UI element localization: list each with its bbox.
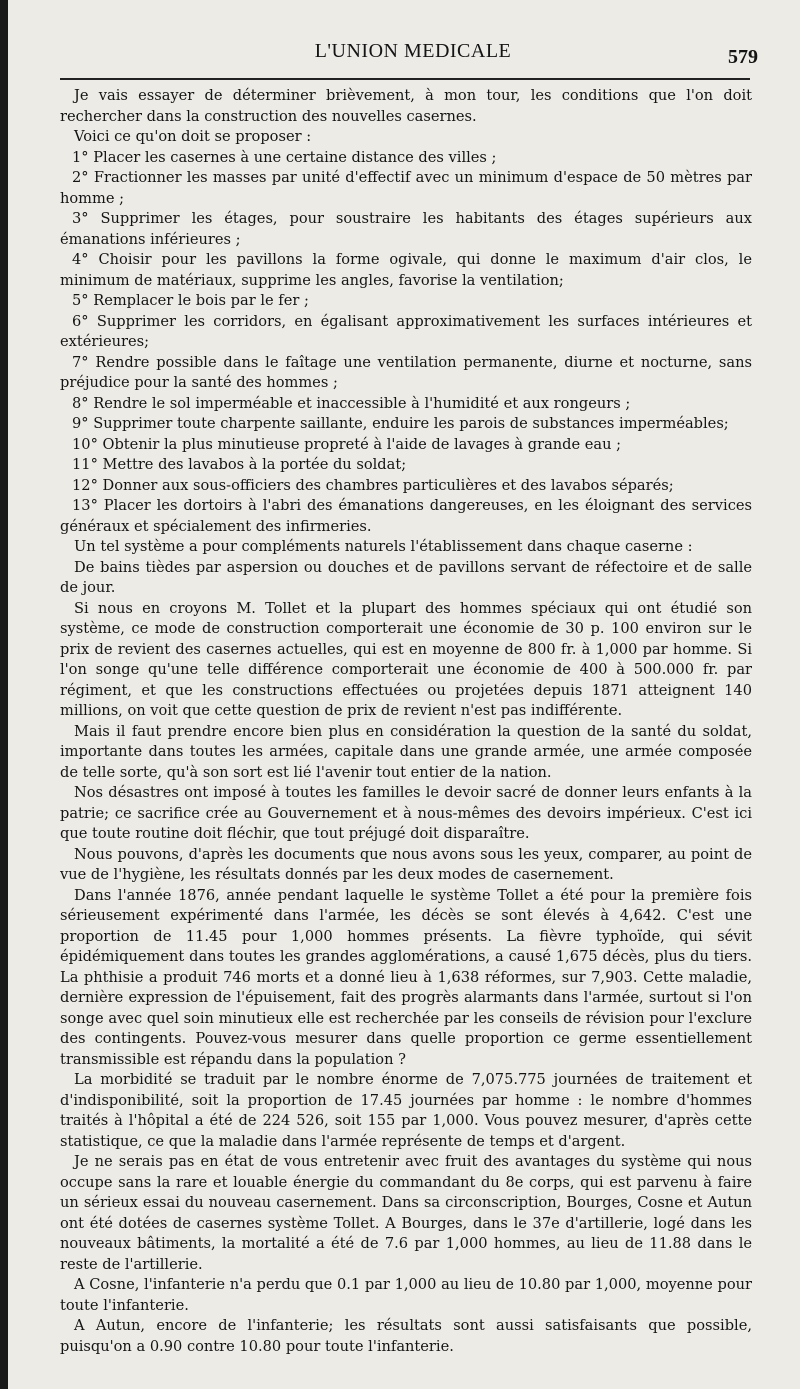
list-item: 8° Rendre le sol imperméable et inaccessible à l'humidité et aux rongeurs ; [72,394,631,412]
list-item: 11° Mettre des lavabos à la portée du soldat; [72,456,407,473]
list-item: 12° Donner aux sous-officiers des chambres particulières et des lavabos séparés; [72,476,674,494]
paragraph: De bains tièdes par aspersion ou douches et de pavillons servant de réfectoire et de salle de jour. [60,558,752,596]
header-rule [60,78,750,80]
paragraph: Nous pouvons, d'après les documents que nous avons sous les yeux, comparer, au point de vue de l'hygiène, les résultats donnés par les deux modes de casernement. [60,845,752,883]
paragraph: A Autun, encore de l'infanterie; les résultats sont aussi satisfaisants que possible, puisqu'on a 0.90 contre 10.80 pour toute l'infanterie. [60,1317,752,1355]
paragraph: Mais il faut prendre encore bien plus en considération la question de la santé du soldat, importante dans toutes les armées, capitale dans une grande armée, une armée composée de telle sorte, qu'à son sort est lié l'avenir tout entier de la nation. [60,722,752,781]
list-item: 4° Choisir pour les pavillons la forme ogivale, qui donne le maximum d'air clos, le minimum de matériaux, supprime les angles, favorise la ventilation; [60,251,752,289]
page-header [68,38,758,74]
paragraph: Si nous en croyons M. Tollet et la plupart des hommes spéciaux qui ont étudié son système, ce mode de construction comporterait une économie de 30 p. 100 environ sur le prix de revient des casernes actuelles, qui est en moyenne de 800 fr. à 1,000 par homme. Si l'on songe qu'une telle différence comporterait une économie de 400 à 500.000 fr. par régiment, et que les constructions effectuées ou projetées depuis 1871 atteignent 140 millions, on voit que cette question de prix de revient n'est pas indifférente. [60,599,752,719]
list-item: 5° Remplacer le bois par le fer ; [72,292,309,309]
paragraph: A Cosne, l'infanterie n'a perdu que 0.1 par 1,000 au lieu de 10.80 par 1,000, moyenne pour toute l'infanterie. [60,1276,752,1314]
running-title: L'UNION MEDICALE [314,40,512,62]
paragraph: Nos désastres ont imposé à toutes les familles le devoir sacré de donner leurs enfants à la patrie; ce sacrifice crée au Gouvernement et à nous-mêmes des devoirs impérieux. C'est ici que toute routine doit fléchir, que tout préjugé doit disparaître. [60,784,752,842]
paragraph: Je ne serais pas en état de vous entretenir avec fruit des avantages du système qui nous occupe sans la rare et louable énergie du commandant du 8e corps, qui est parvenu à faire un sérieux essai du nouveau casernement. Dans sa circonscription, Bourges, Cosne et Autun ont été dotées de casernes système Tollet. A Bourges, dans le 37e d'artillerie, logé dans les nouveaux bâtiments, la mortalité a été de 7.6 par 1,000 hommes, au lieu de 11.88 dans le reste de l'artillerie. [60,1153,752,1273]
list-item: 6° Supprimer les corridors, en égalisant approximativement les surfaces intérieures et extérieures; [60,312,752,350]
list-item: 1° Placer les casernes à une certaine distance des villes ; [72,148,497,166]
list-item: 3° Supprimer les étages, pour soustraire les habitants des étages supérieurs aux émanations inférieures ; [60,210,752,248]
paragraph: Dans l'année 1876, année pendant laquelle le système Tollet a été pour la première fois sérieusement expérimenté dans l'armée, les décès se sont élevés à 4,642. C'est une proportion de 11.45 pour 1,000 hommes présents. La fièvre typhoïde, qui sévit épidémiquement dans toutes les grandes agglomérations, a causé 1,675 décès, plus du tiers. La phthisie a produit 746 morts et a donné lieu à 1,638 réformes, sur 7,903. Cette maladie, dernière expression de l'épuisement, fait des progrès alarmants dans l'armée, surtout si l'on songe avec quel soin minutieux elle est recherchée par les conseils de révision pour l'exclure des contingents. Pouvez-vous mesurer dans quelle proportion ce germe essentiellement transmissible est répandu dans la population ? [60,886,752,1068]
list-item: 7° Rendre possible dans le faîtage une ventilation permanente, diurne et nocturne, sans préjudice pour la santé des hommes ; [60,353,752,391]
article-body [60,86,752,1357]
paragraph: Un tel système a pour compléments naturels l'établissement dans chaque caserne : [74,538,693,555]
list-item: 9° Supprimer toute charpente saillante, enduire les parois de substances imperméables; [72,415,729,432]
list-item: 10° Obtenir la plus minutieuse propreté à l'aide de lavages à grande eau ; [72,435,622,453]
list-item: 13° Placer les dortoirs à l'abri des émanations dangereuses, en les éloignant des services généraux et spécialement des infirmeries. [60,497,752,535]
list-item: 2° Fractionner les masses par unité d'effectif avec un minimum d'espace de 50 mètres par homme ; [60,169,752,207]
paragraph-voici: Voici ce qu'on doit se proposer : [74,128,312,145]
paragraph: La morbidité se traduit par le nombre énorme de 7,075.775 journées de traitement et d'indisponibilité, soit la proportion de 17.45 journées par homme : le nombre d'hommes traités à l'hôpital a été de 224 526, soit 155 par 1,000. Vous pouvez mesurer, d'après cette statistique, ce que la maladie dans l'armée représente de temps et d'argent. [60,1071,752,1150]
page-number: 579 [728,46,758,68]
paragraph-intro: Je vais essayer de déterminer brièvement, à mon tour, les conditions que l'on doit rechercher dans la construction des nouvelles casernes. [60,87,752,125]
